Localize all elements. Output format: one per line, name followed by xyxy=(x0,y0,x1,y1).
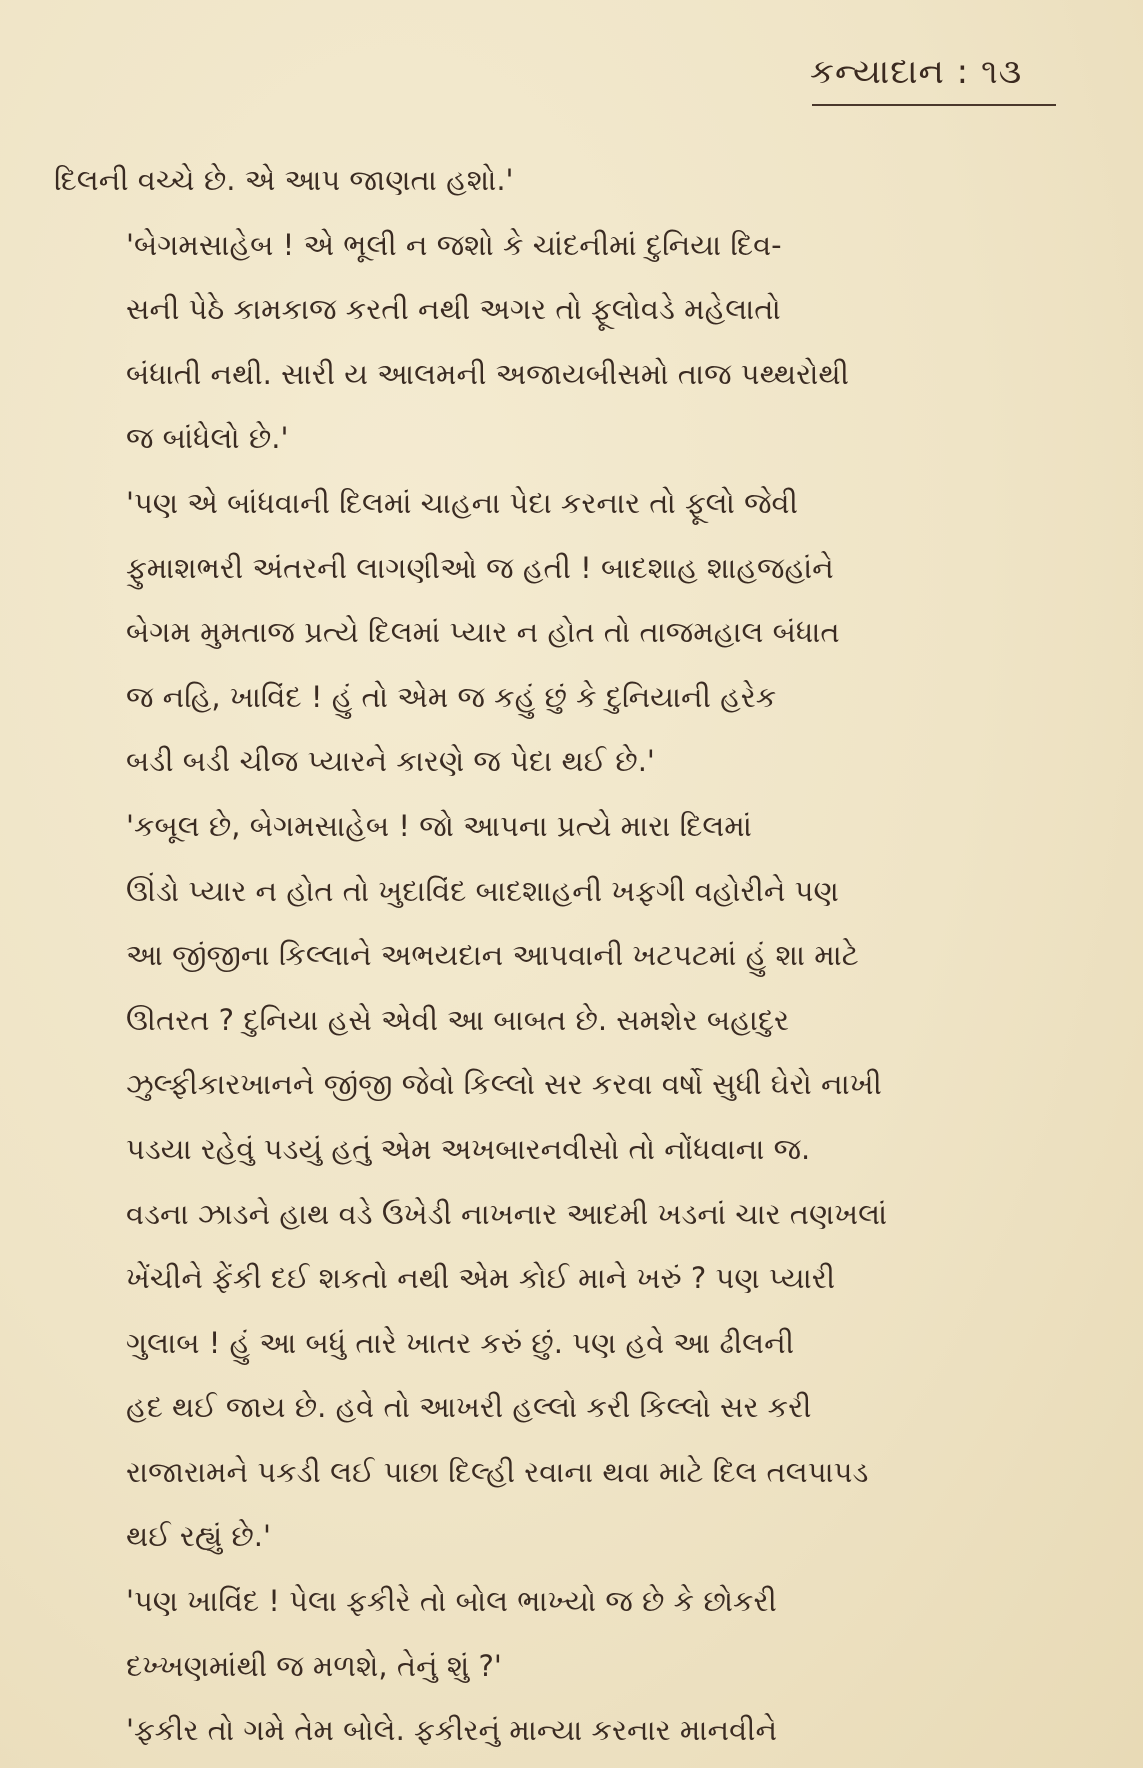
text-line: આ જીંજીના કિલ્લાને અભયદાન આપવાની ખટપટમાં હું શા માટે xyxy=(126,938,859,973)
text-line: ઊતરત ? દુનિયા હસે એવી આ બાબત છે. સમશેર બહાદુર xyxy=(126,1002,790,1037)
text-line: હદ થઈ જાય છે. હવે તો આખરી હલ્લો કરી કિલ્લો સર કરી xyxy=(126,1390,812,1425)
running-header: કન્યાદાન : ૧૩ xyxy=(810,52,1023,92)
text-line: બેગમ મુમતાજ પ્રત્યે દિલમાં પ્યાર ન હોત તો તાજમહાલ બંધાત xyxy=(126,615,840,650)
text-line: બંધાતી નથી. સારી ય આલમની અજાયબીસમો તાજ પથ્થરોથી xyxy=(126,356,849,391)
text-line: ફુમાશભરી અંતરની લાગણીઓ જ હતી ! બાદશાહ શાહજહાંને xyxy=(126,550,834,585)
paragraph xyxy=(54,148,1074,213)
text-line: જ બાંધેલો છે.' xyxy=(126,421,289,456)
text-line: દિલની વચ્ચે છે. એ આપ જાણતા હશો.' xyxy=(54,163,514,197)
text-line: 'બેગમસાહેબ ! એ ભૂલી ન જશો કે ચાંદનીમાં દુનિયા દિવ- xyxy=(126,227,782,262)
paragraph xyxy=(54,794,1074,1569)
text-line: 'પણ એ બાંધવાની દિલમાં ચાહના પેદા કરનાર તો ફૂલો જેવી xyxy=(126,485,798,520)
paragraph xyxy=(54,471,1074,794)
paragraph xyxy=(54,1698,1074,1763)
text-line: 'પણ ખાવિંદ ! પેલા ફકીરે તો બોલ ભાખ્યો જ છે કે છોકરી xyxy=(126,1584,777,1619)
text-line: ખેંચીને ફેંકી દઈ શકતો નથી એમ કોઈ માને ખરું ? પણ પ્યારી xyxy=(126,1261,836,1296)
text-line: પડયા રહેવું પડયું હતું એમ અખબારનવીસો તો નોંધવાના જ. xyxy=(126,1131,811,1166)
body-text xyxy=(54,148,1074,1763)
paragraph xyxy=(54,1569,1074,1698)
text-line: ઝુલ્ફીકારખાનને જીંજી જેવો કિલ્લો સર કરવા વર્ષો સુધી ઘેરો નાખી xyxy=(126,1067,882,1102)
text-line: રાજારામને પકડી લઈ પાછા દિલ્હી રવાના થવા માટે દિલ તલપાપડ xyxy=(126,1454,869,1489)
header-underline xyxy=(812,104,1056,106)
text-line: બડી બડી ચીજ પ્યારને કારણે જ પેદા થઈ છે.' xyxy=(126,744,655,779)
text-line: સની પેઠે કામકાજ કરતી નથી અગર તો ફૂલોવડે મહેલાતો xyxy=(126,292,781,327)
text-line: દખ્ખણમાંથી જ મળશે, તેનું શું ?' xyxy=(126,1648,502,1683)
text-line: જ નહિ, ખાવિંદ ! હું તો એમ જ કહું છું કે દુનિયાની હરેક xyxy=(126,679,777,714)
text-line: થઈ રહ્યું છે.' xyxy=(126,1519,271,1554)
text-line: 'કબૂલ છે, બેગમસાહેબ ! જો આપના પ્રત્યે મારા દિલમાં xyxy=(126,808,752,843)
text-line: ગુલાબ ! હું આ બધું તારે ખાતર કરું છું. પણ હવે આ ઢીલની xyxy=(126,1325,794,1360)
text-line: વડના ઝાડને હાથ વડે ઉખેડી નાખનાર આદમી ખડનાં ચાર તણખલાં xyxy=(126,1196,888,1231)
paragraph xyxy=(54,213,1074,471)
text-line: 'ફકીર તો ગમે તેમ બોલે. ફકીરનું માન્યા કરનાર માનવીને xyxy=(126,1713,778,1748)
text-line: ઊંડો પ્યાર ન હોત તો ખુદાવિંદ બાદશાહની ખફગી વહોરીને પણ xyxy=(126,873,839,908)
